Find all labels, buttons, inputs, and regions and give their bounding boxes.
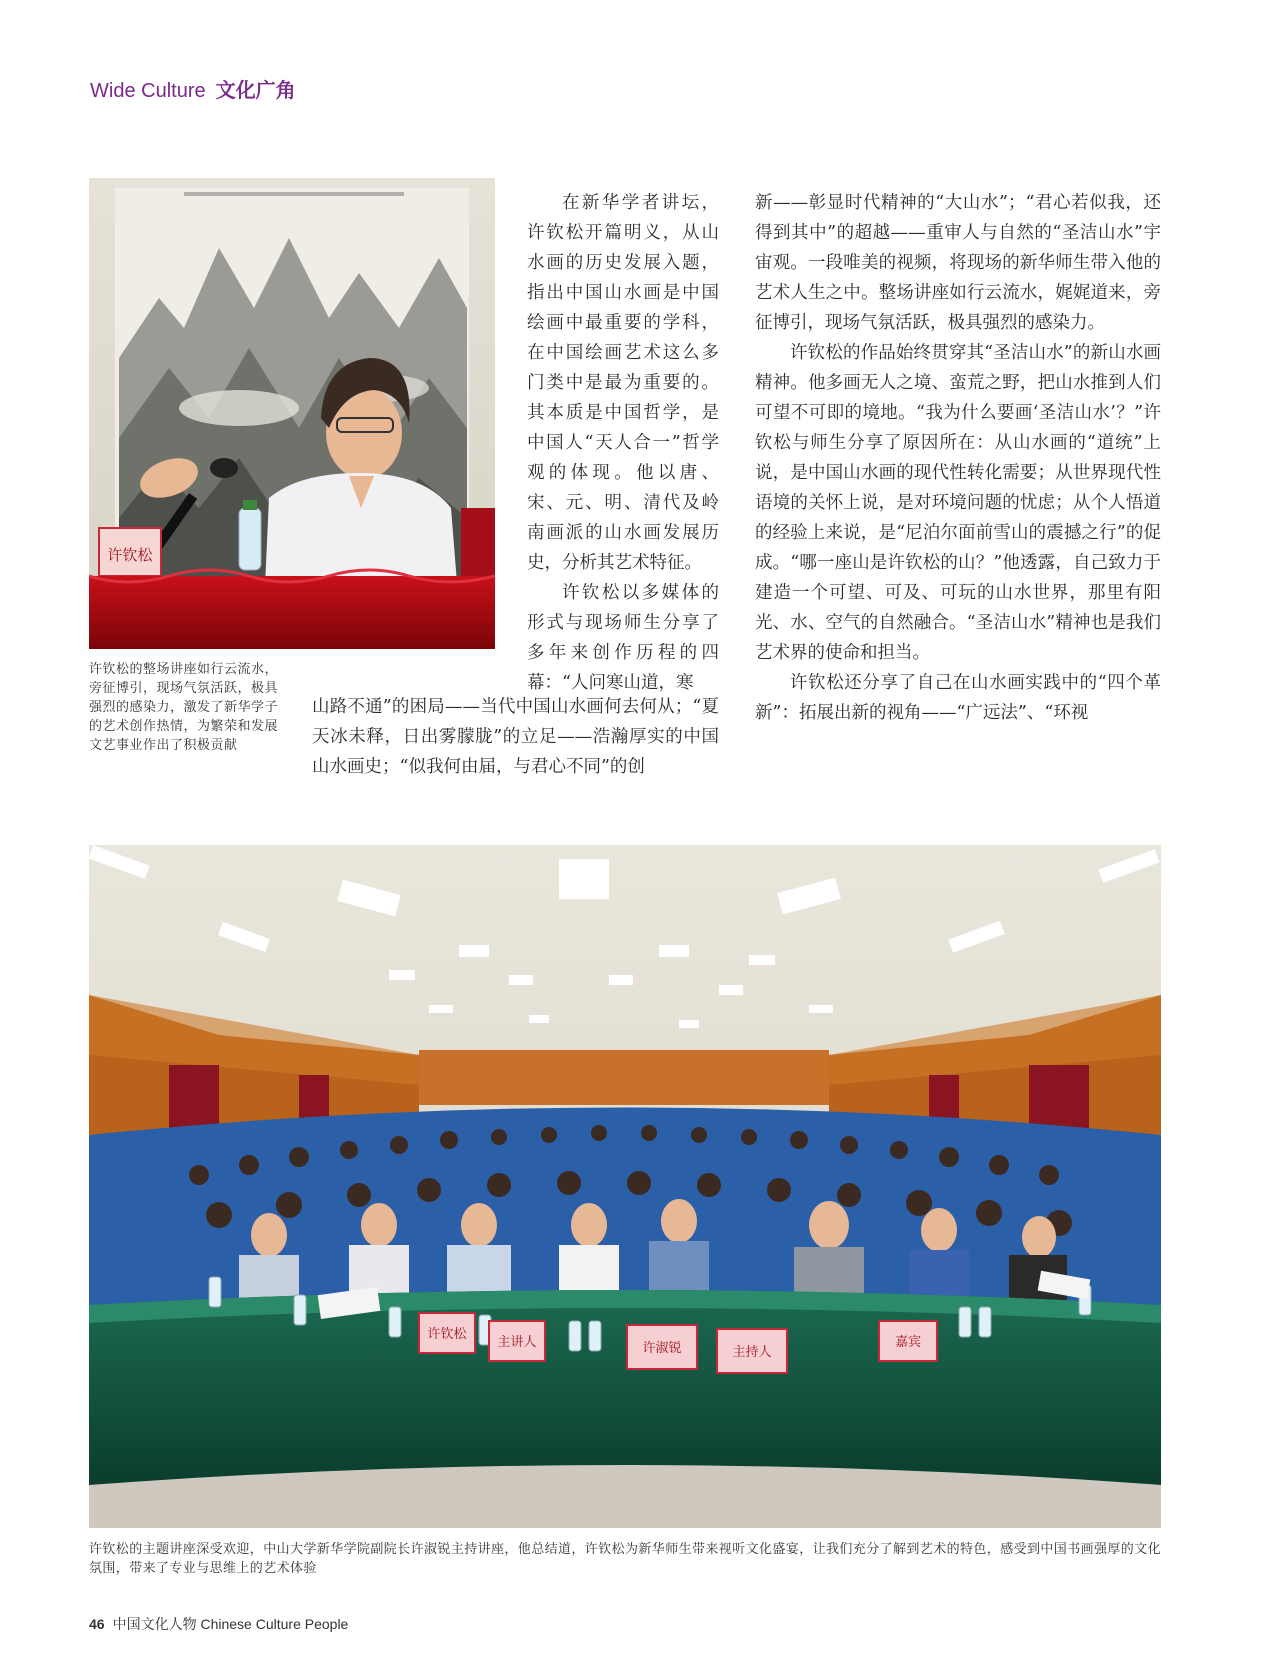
lecture-hall-photo-caption: 许钦松的主题讲座深受欢迎，中山大学新华学院副院长许淑锐主持讲座，他总结道，许钦松为新华师生带来视听文化盛宴，让我们充分了解到艺术的特色，感受到中国书画强厚的文化氛围，带来了专业与思维上的艺术体验: [89, 1542, 1162, 1576]
article-paragraph: 许钦松的作品始终贯穿其“圣洁山水”的新山水画精神。他多画无人之境、蛮荒之野，把山水推到人们可望不可即的境地。“我为什么要画‘圣洁山水’？”许钦松与师生分享了原因所在：从山水画的“道统”上说，是中国山水画的现代性转化需要；从世界现代性语境的关怀上说，是对环境问题的忧虑；从个人悟道的经验上来说，是“尼泊尔面前雪山的震撼之行”的促成。“哪一座山是许钦松的山？”他透露，自己致力于建造一个可望、可及、可玩的山水世界，那里有阳光、水、空气的自然融合。“圣洁山水”精神也是我们艺术界的使命和担当。: [755, 343, 1161, 663]
article-paragraph: 新——彰显时代精神的“大山水”；“君心若似我，还得到其中”的超越——重审人与自然的“圣洁山水”宇宙观。一段唯美的视频，将现场的新华师生带入他的艺术人生之中。整场讲座如行云流水，娓娓道来，旁征博引，现场气氛活跃，极具强烈的感染力。: [755, 193, 1161, 333]
article-paragraph: 山路不通”的困局——当代中国山水画何去何从；“夏天冰未释，日出雾朦胧”的立足——浩瀚厚实的中国山水画史；“似我何由届，与君心不同”的创: [312, 697, 719, 777]
page-footer: [89, 1614, 348, 1634]
article-paragraph: 许钦松还分享了自己在山水画实践中的“四个革新”：拓展出新的视角——“广远法”、“环视: [755, 673, 1161, 723]
article-paragraph: 在新华学者讲坛，许钦松开篇明义，从山水画的历史发展入题，指出中国山水画是中国绘画中最重要的学科，在中国绘画艺术这么多门类中是最为重要的。其本质是中国哲学，是中国人“天人合一”哲学观的体现。他以唐、宋、元、明、清代及岭南画派的山水画发展历史，分析其艺术特征。: [527, 193, 719, 573]
nameplate-2: 主讲人: [497, 1335, 537, 1350]
nameplate-1: 许钦松: [427, 1327, 467, 1342]
page-number: 46: [89, 1616, 105, 1632]
nameplate-4: 主持人: [732, 1345, 772, 1360]
article-column-a-continued: [312, 692, 719, 782]
article-column-a: [527, 188, 719, 698]
section-header-cn: 文化广角: [215, 80, 296, 102]
nameplate-speaker: 许钦松: [107, 546, 153, 564]
nameplate-3: 许淑锐: [642, 1341, 682, 1356]
publication-name: 中国文化人物 Chinese Culture People: [112, 1616, 349, 1632]
lecture-hall-photo: [89, 845, 1161, 1528]
speaker-photo: [89, 178, 495, 649]
article-paragraph: 许钦松以多媒体的形式与现场师生分享了多年来创作历程的四幕：“人问寒山道，寒: [527, 583, 719, 693]
section-header: [90, 74, 296, 103]
speaker-photo-caption: 许钦松的整场讲座如行云流水，旁征博引，现场气氛活跃，极具强烈的感染力，激发了新华学子的艺术创作热情，为繁荣和发展文艺事业作出了积极贡献: [89, 662, 279, 753]
section-header-en: Wide Culture: [90, 80, 206, 102]
article-column-b: [755, 188, 1161, 728]
nameplate-5: 嘉宾: [894, 1335, 922, 1350]
